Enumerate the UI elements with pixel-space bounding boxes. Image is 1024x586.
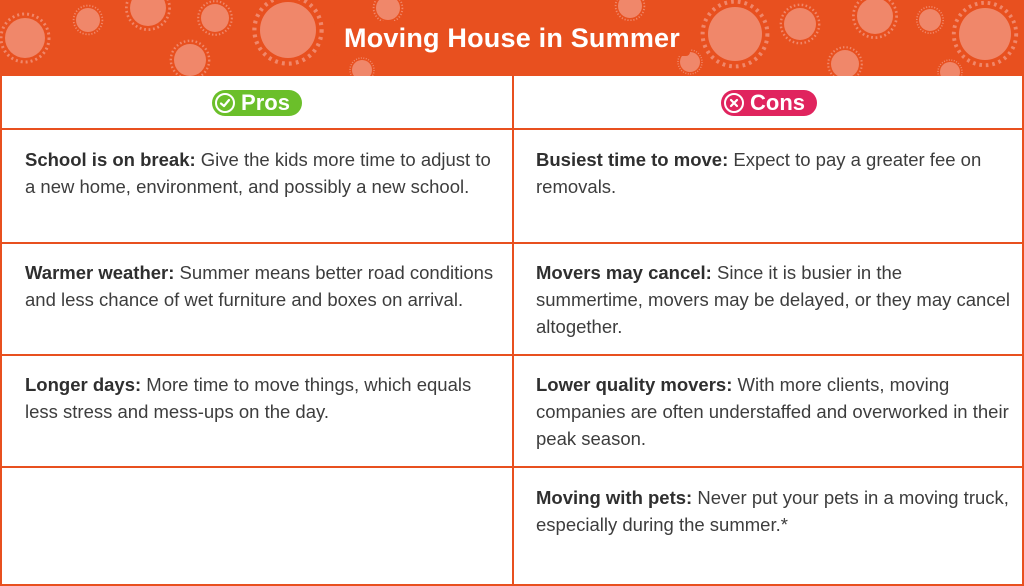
- row-divider: [2, 354, 1022, 356]
- pros-item-text: Give the kids more time to adjust to a new home, environment, and possibly a new school.: [25, 149, 491, 197]
- cons-item-text: With more clients, moving companies are often understaffed and overworked in their peak season.: [536, 374, 1009, 449]
- cons-item-title: Moving with pets:: [536, 487, 693, 508]
- pros-header: [2, 76, 512, 130]
- pros-item: [25, 259, 503, 313]
- cons-item: [536, 371, 1014, 452]
- pros-item: [25, 146, 503, 200]
- row-divider: [2, 242, 1022, 244]
- pros-item-text: More time to move things, which equals less stress and mess-ups on the day.: [25, 374, 472, 422]
- cons-item-text: Never put your pets in a moving truck, especially during the summer.*: [536, 487, 1009, 535]
- cons-item: [536, 146, 1014, 200]
- cons-item-text: Since it is busier in the summertime, movers may be delayed, or they may cancel altogether.: [536, 262, 1010, 337]
- check-circle-icon: [215, 93, 235, 113]
- page-title: Moving House in Summer: [334, 21, 690, 56]
- row-divider: [2, 466, 1022, 468]
- pros-item-title: Warmer weather:: [25, 262, 175, 283]
- cons-label: Cons: [750, 90, 805, 115]
- pros-label: Pros: [241, 90, 290, 115]
- cons-item: [536, 259, 1014, 340]
- pros-item-text: Summer means better road conditions and less chance of wet furniture and boxes on arrival.: [25, 262, 494, 310]
- cons-header: [514, 76, 1024, 130]
- cons-badge: [721, 90, 817, 116]
- pros-badge: [212, 90, 302, 116]
- cons-item-title: Movers may cancel:: [536, 262, 712, 283]
- page-title-wrap: [0, 0, 1024, 76]
- cons-item: [536, 484, 1014, 538]
- pros-item-title: School is on break:: [25, 149, 196, 170]
- pros-item-title: Longer days:: [25, 374, 142, 395]
- cons-item-title: Busiest time to move:: [536, 149, 729, 170]
- cons-item-title: Lower quality movers:: [536, 374, 733, 395]
- column-divider: [512, 76, 514, 584]
- x-circle-icon: [724, 93, 744, 113]
- pros-item: [25, 371, 503, 425]
- pros-cons-table: [0, 76, 1024, 586]
- cons-item-text: Expect to pay a greater fee on removals.: [536, 149, 982, 197]
- header-banner: [0, 0, 1024, 76]
